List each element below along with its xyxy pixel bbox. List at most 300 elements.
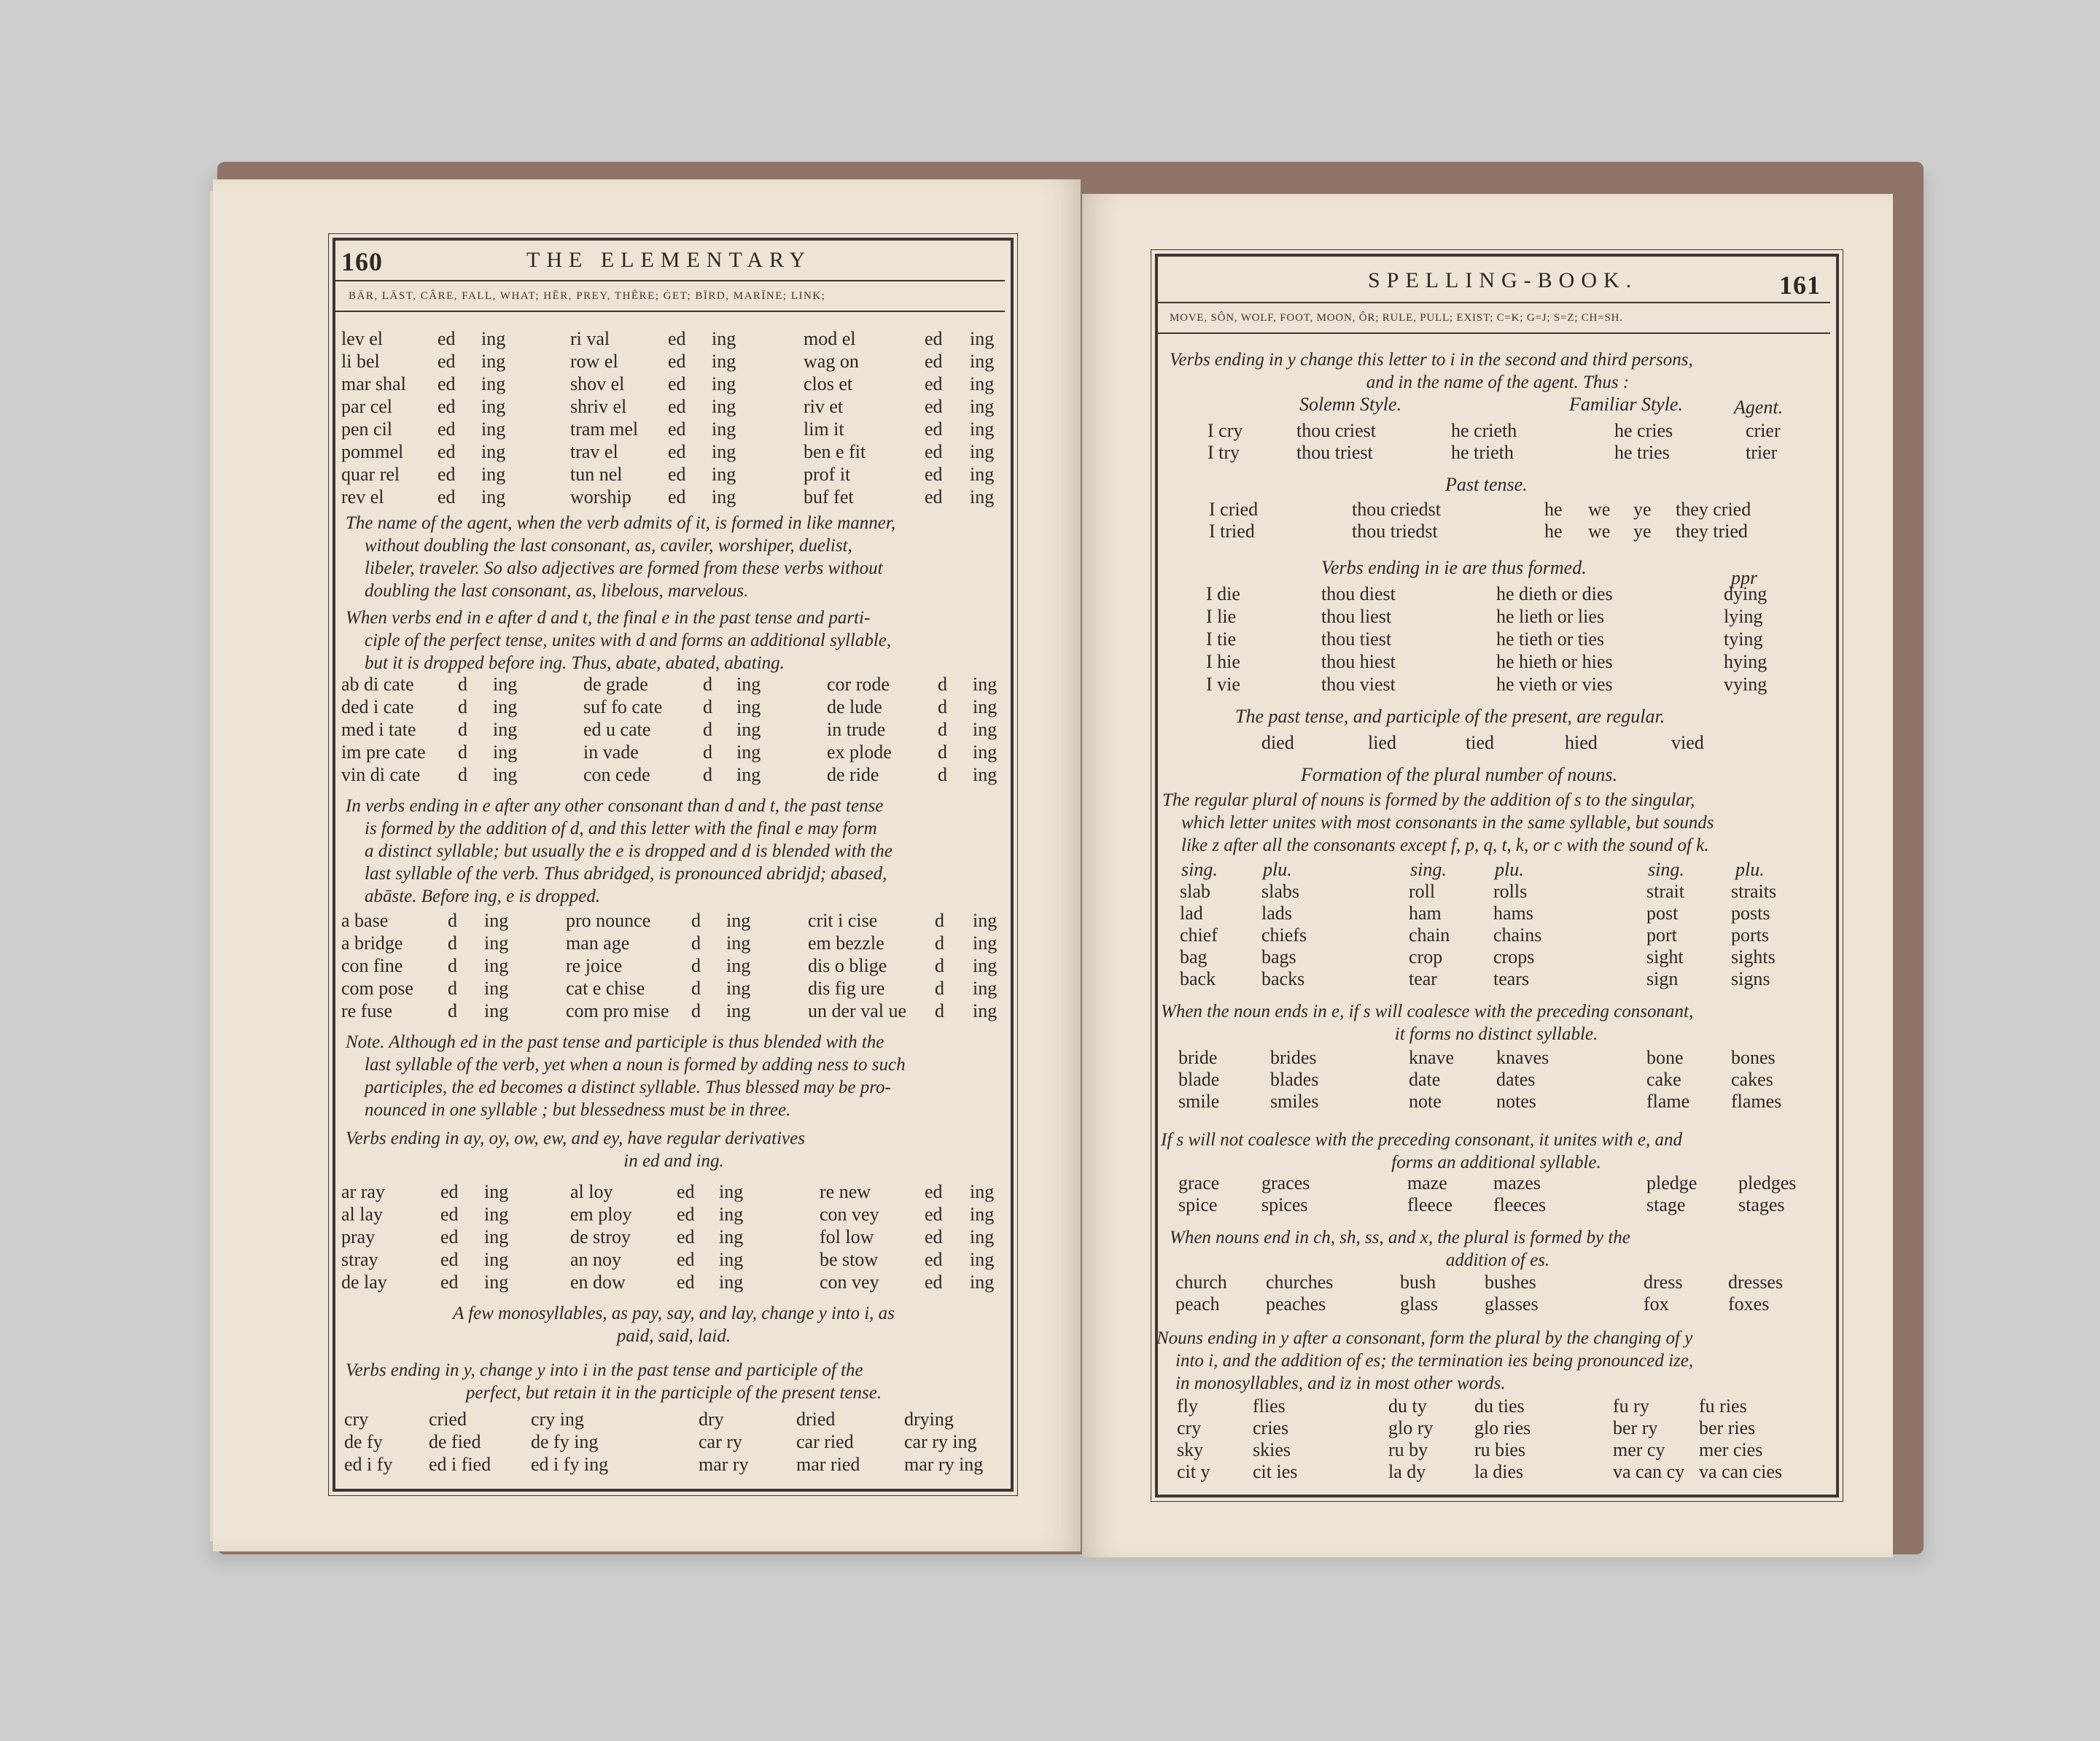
right-plural-table-cell: chain [1409,924,1450,946]
left-table-regular-derivatives-cell: ing [719,1204,744,1225]
left-table-d-ing-cell: ed u cate [583,719,651,740]
right-past-tense-cell: we [1588,521,1611,542]
left-table-e-dropped-cell: ing [726,955,751,976]
left-key-rule [335,311,1005,312]
left-table-ed-ing-cell: clos et [804,373,853,394]
left-table-ed-ing-cell: ed [438,441,456,462]
right-ie-table-cell: tying [1724,628,1763,650]
left-table-ed-ing-cell: ed [438,351,456,372]
left-table-ed-ing-cell: ed [925,351,943,372]
right-e-table-cell: brides [1270,1047,1317,1068]
right-plural-table-cell: slab [1180,881,1210,902]
left-header-rule [335,280,1005,281]
right-plural-table-cell: sign [1646,968,1679,989]
left-table-e-dropped-cell: d [691,932,701,954]
right-familiar-header: Familiar Style. [1569,394,1683,415]
right-regular-word: lied [1368,732,1396,753]
left-table-ed-ing-cell: ing [970,441,995,462]
right-e-table-cell: bone [1646,1047,1684,1068]
left-para-agent [346,512,895,602]
left-table-ed-ing-cell: pen cil [341,418,393,440]
left-table-regular-derivatives-cell: ing [484,1226,509,1247]
left-table-ed-ing-cell: mod el [804,328,856,349]
right-ie-table-cell: hying [1724,651,1768,672]
right-past-tense-cell: I cried [1209,499,1259,520]
right-key-rule [1158,332,1830,334]
left-table-e-dropped-cell: re fuse [341,1000,393,1021]
right-ch-table-cell: bushes [1485,1271,1536,1293]
left-table-regular-derivatives-cell: ed [440,1249,459,1270]
left-table-e-dropped-cell: ing [484,978,509,999]
right-ie-table-cell: he hieth or hies [1496,651,1613,672]
left-table-e-dropped-cell: d [448,932,457,954]
left-table-regular-derivatives-cell: an noy [570,1249,622,1270]
left-table-ed-ing-cell: ed [438,373,456,394]
left-table-ed-ing-cell: ing [970,396,995,417]
left-table-ed-ing-cell: ed [668,418,686,440]
left-table-ed-ing-cell: ed [438,328,456,349]
right-past-tense-cell: thou criedst [1352,499,1442,520]
left-table-ed-ing-cell: ed [668,486,686,507]
left-table-e-dropped-cell: ing [484,1000,509,1021]
left-table-d-ing-cell: d [703,674,712,695]
right-ie-table-cell: he tieth or ties [1496,628,1605,650]
left-table-ed-ing-cell: wag on [804,351,859,372]
right-plural-table-cell: rolls [1493,881,1528,902]
left-table-d-ing-cell: ing [973,764,998,785]
left-table-ed-ing-cell: ben e fit [804,441,866,462]
left-para-note-line: participles, the ed becomes a distinct syllable. Thus blessed may be pro- [365,1078,891,1097]
left-table-d-ing-cell: d [458,696,467,717]
left-table-ed-ing-cell: shov el [570,373,625,394]
left-table-ed-ing-cell: ing [712,441,736,462]
right-s-table-cell: stage [1646,1194,1686,1215]
left-table-d-ing-cell: med i tate [341,719,416,740]
right-past-tense-cell: they cried [1676,499,1751,520]
right-ie-table-cell: I die [1206,583,1240,604]
left-para-d-t [346,607,891,674]
left-table-y-derivatives-cell: mar ry [699,1454,749,1475]
left-table-d-ing-cell: d [938,719,947,740]
left-table-d-ing-cell: cor rode [827,674,890,695]
left-table-e-dropped-cell: d [691,910,701,931]
right-e-para [1161,1000,1832,1045]
left-table-e-dropped-cell: ing [726,1000,751,1021]
left-para-agent-line: doubling the last consonant, as, libelous, marvelous. [365,581,749,601]
right-running-title: SPELLING-BOOK. [1368,268,1638,292]
left-table-regular-derivatives-cell: ed [677,1271,695,1293]
left-para-monosyllables [346,1302,1002,1347]
left-pronunciation-key: BĀR, LĀST, CÂRE, FALL, WHAT; HĒR, PREY, THÊRE; ĠET; BĪRD, MARĪNE; LINK; [349,290,826,302]
left-table-ed-ing-cell: ing [712,396,736,417]
left-table-regular-derivatives-cell: ed [440,1204,459,1225]
right-regular-word: tied [1466,732,1494,753]
right-ch-table-cell: peaches [1266,1293,1326,1314]
right-plural-table-cell: ports [1731,924,1769,946]
left-table-y-derivatives-cell: dried [796,1409,836,1430]
left-table-ed-ing-cell: ing [481,396,506,417]
right-sing-plu-header: plu. [1495,859,1524,880]
left-para-consonant-line: a distinct syllable; but usually the e is dropped and d is blended with the [365,841,892,861]
right-s-table-cell: fleeces [1493,1194,1547,1215]
left-table-regular-derivatives-cell: ing [719,1226,744,1247]
right-sing-plu-header: plu. [1263,859,1292,880]
right-plural-table-cell: chiefs [1261,924,1307,946]
right-ie-table-cell: he dieth or dies [1496,583,1613,604]
right-plural-table-cell: lad [1180,903,1203,924]
right-y-para-line: Nouns ending in y after a consonant, form the plural by the changing of y [1156,1328,1693,1348]
right-e-table-cell: blades [1270,1069,1319,1090]
right-plural-table-cell: straits [1731,881,1777,902]
left-table-y-derivatives-cell: de fy [344,1431,383,1452]
left-table-ed-ing-cell: ed [925,373,943,394]
left-table-ed-ing-cell: ed [668,328,686,349]
right-e-table-cell: notes [1496,1091,1536,1112]
left-table-d-ing-cell: de lude [827,696,882,717]
right-plural-table-cell: crop [1409,946,1443,967]
left-table-ed-ing-cell: li bel [341,351,380,372]
left-para-note-line: Note. Although ed in the past tense and participle is thus blended with the [346,1032,884,1052]
left-table-regular-derivatives-cell: ing [970,1204,995,1225]
right-e-table-cell: flames [1731,1091,1782,1112]
right-ie-table-cell: thou viest [1321,674,1396,695]
left-table-ed-ing-cell: ed [925,396,943,417]
left-table-d-ing-cell: ing [493,674,518,695]
left-para-agent-line: The name of the agent, when the verb admits of it, is formed in like manner, [346,513,896,533]
left-table-d-ing-cell: ex plode [827,741,892,763]
left-table-regular-derivatives-cell: ed [440,1181,459,1202]
right-e-para-line: When the noun ends in e, if s will coalesce with the preceding consonant, [1161,1002,1694,1021]
left-para-agent-line: without doubling the last consonant, as, caviler, worshiper, duelist, [365,536,852,556]
right-y-table-cell: skies [1253,1439,1291,1460]
left-table-regular-derivatives-cell: de stroy [570,1226,631,1247]
left-table-ed-ing-cell: ed [668,441,686,462]
right-ie-table-cell: I vie [1206,674,1240,695]
right-y-para [1156,1327,1693,1395]
left-para-consonant-line: abāste. Before ing, e is dropped. [365,887,601,906]
right-ch-table-cell: glasses [1485,1293,1539,1314]
left-page-number: 160 [341,247,383,276]
left-table-d-ing-cell: ing [493,764,518,785]
left-table-e-dropped-cell: em bezzle [808,932,884,954]
left-table-d-ing-cell: ing [493,696,518,717]
right-e-table-cell: smile [1178,1091,1220,1112]
right-regular-note: The past tense, and participle of the present, are regular. [1235,706,1665,727]
left-table-d-ing-cell: d [703,696,712,717]
right-plural-table-cell: chains [1493,924,1542,946]
right-e-table-cell: bones [1731,1047,1776,1068]
right-s-table-cell: pledge [1646,1172,1698,1193]
left-table-d-ing-cell: d [458,674,467,695]
left-table-ed-ing-cell: mar shal [341,373,406,394]
right-plural-table-cell: hams [1493,903,1533,924]
left-table-ed-ing-cell: ing [481,441,506,462]
right-conjugation-cell: thou triest [1296,442,1373,463]
left-table-regular-derivatives-cell: ed [677,1249,695,1270]
left-table-regular-derivatives-cell: ed [925,1249,943,1270]
left-table-e-dropped-cell: com pose [341,978,413,999]
right-intro-line: Verbs ending in y change this letter to i in the second and third persons, [1170,350,1693,370]
left-table-regular-derivatives-cell: con vey [820,1204,879,1225]
left-table-e-dropped-cell: ing [973,932,998,954]
left-table-regular-derivatives-cell: en dow [570,1271,626,1293]
right-y-table-cell: flies [1253,1395,1286,1417]
right-s-table-cell: spices [1261,1194,1308,1215]
right-conjugation-cell: I try [1208,442,1240,463]
left-table-y-derivatives-cell: car ried [796,1431,854,1452]
left-table-d-ing-cell: vin di cate [341,764,421,785]
left-table-d-ing-cell: ing [493,719,518,740]
left-table-e-dropped-cell: d [935,978,944,999]
left-table-y-derivatives-cell: mar ry ing [904,1454,984,1475]
left-table-regular-derivatives-cell: ed [677,1181,695,1202]
right-e-table-cell: flame [1646,1091,1690,1112]
left-table-d-ing-cell: ab di cate [341,674,414,695]
right-plural-table-cell: backs [1261,968,1305,989]
left-table-y-derivatives-cell: cry ing [531,1409,584,1430]
left-table-e-dropped-cell: un der val ue [808,1000,907,1021]
right-ie-table-cell: thou liest [1321,606,1392,627]
left-table-ed-ing-cell: ed [668,373,686,394]
right-y-table-cell: ru by [1388,1439,1428,1460]
left-table-ed-ing-cell: ed [925,328,943,349]
right-plural-table-cell: bag [1180,946,1208,967]
right-y-table-cell: du ties [1474,1395,1525,1417]
right-s-table-cell: grace [1178,1172,1220,1193]
right-y-table-cell: cries [1253,1417,1289,1438]
left-table-d-ing-cell: ing [973,674,998,695]
right-ch-table-cell: peach [1175,1293,1220,1314]
right-y-table-cell: fu ry [1613,1395,1649,1417]
left-table-e-dropped-cell: re joice [566,955,623,976]
left-table-regular-derivatives-cell: ing [484,1204,509,1225]
right-past-tense-heading: Past tense. [1445,474,1528,495]
right-e-table-cell: cakes [1731,1069,1773,1090]
left-para-d-t-line: but it is dropped before ing. Thus, abate, abated, abating. [365,653,785,673]
left-table-y-derivatives-cell: mar ried [796,1454,860,1475]
left-table-ed-ing-cell: ing [481,486,506,507]
left-table-regular-derivatives-cell: ing [970,1226,995,1247]
left-table-regular-derivatives-cell: al lay [341,1204,384,1225]
left-para-y-to-i-line: perfect, but retain it in the participle of the present tense. [465,1383,882,1403]
left-table-ed-ing-cell: ed [925,441,943,462]
left-table-e-dropped-cell: a base [341,910,389,931]
right-e-table-cell: dates [1496,1069,1536,1090]
right-ch-para-line: addition of es. [1445,1250,1550,1270]
left-table-ed-ing-cell: rev el [341,486,384,507]
left-table-e-dropped-cell: ing [484,910,509,931]
left-table-ed-ing-cell: trav el [570,441,618,462]
left-table-ed-ing-cell: lev el [341,328,384,349]
left-para-y-to-i-line: Verbs ending in y, change y into i in the past tense and participle of the [346,1360,863,1380]
right-plural-heading: Formation of the plural number of nouns. [1301,764,1618,785]
right-e-para-line: it forms no distinct syllable. [1394,1024,1598,1044]
right-e-table-cell: cake [1646,1069,1681,1090]
left-para-consonant [346,795,892,908]
right-plural-table-cell: post [1646,903,1679,924]
left-table-e-dropped-cell: ing [484,955,509,976]
right-ie-table-cell: dying [1724,583,1768,604]
right-y-table-cell: mer cy [1613,1439,1665,1460]
right-e-table-cell: knaves [1496,1047,1549,1068]
right-past-tense-cell: ye [1633,521,1652,542]
left-table-e-dropped-cell: d [691,978,701,999]
left-table-regular-derivatives-cell: ing [484,1249,509,1270]
left-table-e-dropped-cell: ing [973,955,998,976]
right-past-tense-cell: he [1544,499,1563,520]
left-table-ed-ing-cell: worship [570,486,631,507]
left-para-consonant-line: In verbs ending in e after any other consonant than d and t, the past tense [346,796,884,816]
right-past-tense-cell: I tried [1209,521,1255,542]
right-plural-table-cell: sights [1731,946,1776,967]
right-y-table-cell: glo ries [1474,1417,1531,1438]
left-table-d-ing-cell: con cede [583,764,650,785]
right-page-number: 161 [1779,270,1821,300]
left-table-e-dropped-cell: con fine [341,955,403,976]
left-table-e-dropped-cell: d [691,955,701,976]
right-e-table-cell: blade [1178,1069,1220,1090]
right-s-para-line: forms an additional syllable. [1391,1153,1601,1172]
left-table-ed-ing-cell: quar rel [341,464,400,485]
right-y-table-cell: ber ry [1613,1417,1658,1438]
left-table-ed-ing-cell: ed [438,418,456,440]
right-ie-table-cell: thou tiest [1321,628,1392,650]
left-table-ed-ing-cell: ed [668,464,686,485]
right-e-table-cell: bride [1178,1047,1218,1068]
left-para-monosyllables-line: A few monosyllables, as pay, say, and lay, change y into i, as [453,1304,895,1323]
right-ch-table-cell: church [1175,1271,1227,1293]
right-agent-header: Agent. [1734,397,1784,418]
left-table-ed-ing-cell: ed [438,464,456,485]
right-s-table-cell: graces [1261,1172,1310,1193]
left-table-ed-ing-cell: ing [970,351,995,372]
left-table-regular-derivatives-cell: al loy [570,1181,613,1202]
right-regular-word: vied [1671,732,1704,753]
left-table-ed-ing-cell: ing [481,351,506,372]
left-table-ed-ing-cell: ing [970,486,995,507]
left-table-d-ing-cell: ing [736,764,761,785]
left-table-regular-derivatives-cell: ing [484,1181,509,1202]
left-table-regular-derivatives-cell: ed [925,1204,943,1225]
right-past-tense-cell: we [1588,499,1611,520]
right-past-tense-cell: they tried [1676,521,1748,542]
left-table-d-ing-cell: ing [493,741,518,763]
left-para-y-to-i [346,1359,1002,1404]
right-ch-para [1170,1226,1826,1271]
right-plural-table-cell: tear [1409,968,1437,989]
right-intro-line: and in the name of the agent. Thus : [1366,373,1630,392]
left-table-regular-derivatives-cell: em ploy [570,1204,632,1225]
left-table-ed-ing-cell: ed [438,396,456,417]
right-plural-para-line: which letter unites with most consonants in the same syllable, but sounds [1181,813,1714,833]
left-para-note-line: nounced in one syllable ; but blessedness must be in three. [365,1100,791,1120]
right-y-table-cell: fu ries [1699,1395,1747,1417]
left-para-ay-oy-line: Verbs ending in ay, oy, ow, ew, and ey, have regular derivatives [346,1129,805,1148]
left-table-regular-derivatives-cell: ar ray [341,1181,385,1202]
left-table-d-ing-cell: ing [736,674,761,695]
right-y-table-cell: la dy [1388,1461,1426,1482]
right-plural-table-cell: lads [1261,903,1292,924]
left-table-e-dropped-cell: dis o blige [808,955,887,976]
right-ie-table-cell: thou diest [1321,583,1396,604]
left-table-ed-ing-cell: tun nel [570,464,623,485]
left-table-d-ing-cell: in trude [827,719,886,740]
right-conjugation-cell: he cries [1614,420,1673,441]
left-table-y-derivatives-cell: ed i fied [429,1454,491,1475]
right-header-rule [1158,302,1830,303]
right-plural-table-cell: bags [1261,946,1296,967]
right-ie-table-cell: lying [1724,606,1763,627]
left-table-d-ing-cell: ing [973,741,998,763]
left-table-d-ing-cell: ing [736,696,761,717]
left-table-e-dropped-cell: d [448,955,457,976]
left-table-regular-derivatives-cell: stray [341,1249,378,1270]
left-table-ed-ing-cell: ing [712,464,736,485]
left-table-ed-ing-cell: ed [438,486,456,507]
right-plural-para [1162,789,1714,857]
left-table-y-derivatives-cell: drying [904,1409,954,1430]
left-table-d-ing-cell: d [458,741,467,763]
left-table-y-derivatives-cell: cried [429,1409,467,1430]
right-y-table-cell: la dies [1474,1461,1524,1482]
right-y-table-cell: ru bies [1474,1439,1526,1460]
right-y-table-cell: du ty [1388,1395,1427,1417]
right-y-table-cell: glo ry [1388,1417,1434,1438]
left-table-e-dropped-cell: d [448,910,457,931]
left-table-ed-ing-cell: ing [712,486,736,507]
left-table-e-dropped-cell: ing [973,1000,998,1021]
right-conjugation-cell: he trieth [1451,442,1514,463]
left-table-regular-derivatives-cell: ing [719,1181,744,1202]
left-table-e-dropped-cell: d [448,978,457,999]
right-plural-table-cell: chief [1180,924,1218,946]
right-plural-table-cell: crops [1493,946,1535,967]
right-y-table-cell: ber ries [1699,1417,1756,1438]
right-intro [1170,348,1826,394]
right-ie-table-cell: I lie [1206,606,1237,627]
left-table-e-dropped-cell: d [935,932,944,954]
left-table-regular-derivatives-cell: con vey [820,1271,879,1293]
left-para-d-t-line: ciple of the perfect tense, unites with d and forms an additional syllable, [365,631,892,650]
left-table-d-ing-cell: d [703,741,712,763]
right-past-tense-cell: ye [1633,499,1652,520]
right-sing-plu-header: sing. [1410,859,1447,880]
right-ie-table-cell: he lieth or lies [1496,606,1605,627]
left-table-ed-ing-cell: buf fet [804,486,854,507]
left-table-e-dropped-cell: d [935,1000,944,1021]
left-table-y-derivatives-cell: cry [344,1409,369,1430]
left-table-e-dropped-cell: cat e chise [566,978,645,999]
left-table-regular-derivatives-cell: ed [925,1226,943,1247]
left-table-regular-derivatives-cell: de lay [341,1271,387,1293]
right-conjugation-cell: he crieth [1451,420,1517,441]
left-table-d-ing-cell: ing [973,696,998,717]
left-table-d-ing-cell: suf fo cate [583,696,663,717]
left-table-d-ing-cell: ded i cate [341,696,414,717]
left-table-regular-derivatives-cell: ed [440,1271,459,1293]
left-table-e-dropped-cell: ing [973,910,998,931]
right-ie-table-cell: I hie [1206,651,1240,672]
left-table-d-ing-cell: d [458,764,467,785]
left-running-title: THE ELEMENTARY [526,248,812,272]
right-ie-table-cell: I tie [1206,628,1237,650]
left-table-regular-derivatives-cell: ing [970,1271,995,1293]
left-table-e-dropped-cell: d [935,955,944,976]
right-s-table-cell: mazes [1493,1172,1541,1193]
left-table-d-ing-cell: d [938,696,947,717]
left-table-e-dropped-cell: d [935,910,944,931]
right-plural-table-cell: signs [1731,968,1770,989]
